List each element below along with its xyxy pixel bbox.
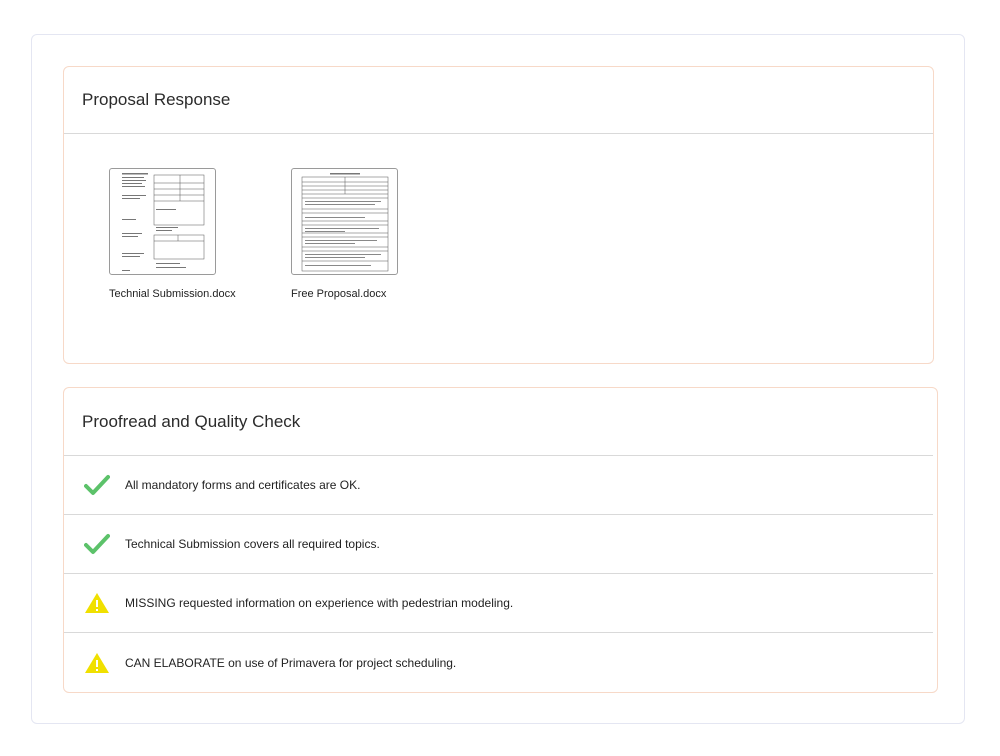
proofread-quality-title: Proofread and Quality Check xyxy=(64,388,933,456)
check-item xyxy=(64,633,933,692)
file-name[interactable]: Technial Submission.docx xyxy=(109,288,236,300)
document-thumbnail-icon[interactable] xyxy=(109,168,216,275)
check-item-text: CAN ELABORATE on use of Primavera for project scheduling. xyxy=(125,655,457,670)
check-item xyxy=(64,515,933,574)
check-icon xyxy=(83,471,111,499)
check-item-text: Technical Submission covers all required topics. xyxy=(125,537,380,551)
file-technical-submission[interactable] xyxy=(109,168,291,300)
file-list xyxy=(109,168,473,300)
check-item-text: MISSING requested information on experience with pedestrian modeling. xyxy=(125,596,514,610)
check-icon xyxy=(83,530,111,558)
proposal-response-title: Proposal Response xyxy=(64,67,933,134)
check-item xyxy=(64,574,933,633)
proofread-quality-card xyxy=(63,387,938,693)
warning-icon xyxy=(83,649,111,677)
file-name[interactable]: Free Proposal.docx xyxy=(291,288,387,300)
proposal-response-card xyxy=(63,66,934,364)
warning-icon xyxy=(83,589,111,617)
document-thumbnail-icon[interactable] xyxy=(291,168,398,275)
check-item-text: All mandatory forms and certificates are OK. xyxy=(125,478,361,492)
check-list xyxy=(64,456,933,692)
check-item xyxy=(64,456,933,515)
file-free-proposal[interactable] xyxy=(291,168,473,300)
